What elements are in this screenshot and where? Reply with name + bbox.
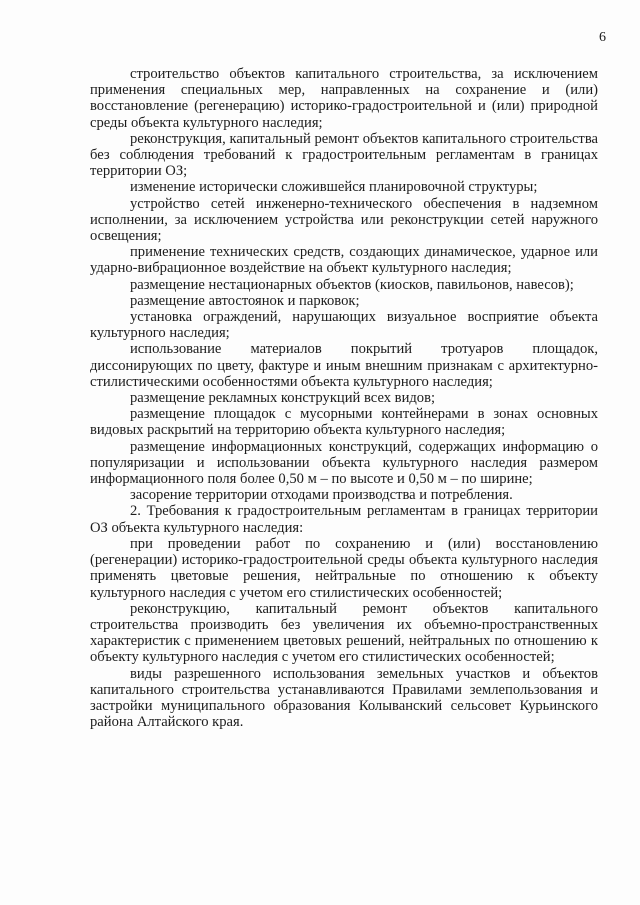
page-number: 6 [599, 30, 606, 45]
paragraph: размещение нестационарных объектов (киосков, павильонов, навесов); [130, 276, 574, 293]
paragraph: размещение площадок с мусорными контейнерами в зонах основных видовых раскрытий на территорию объекта культурного наследия; [90, 406, 598, 439]
paragraph: размещение автостоянок и парковок; [130, 292, 360, 309]
paragraph: виды разрешенного использования земельных участков и объектов капитального строительства устанавливаются Правилами землепользования и застройки муниципального образования Колыванский сельсовет Курьинского района Алтайского края. [90, 665, 598, 731]
document-body [90, 66, 598, 730]
paragraph: устройство сетей инженерно-технического обеспечения в надземном исполнении, за исключением устройства или реконструкции сетей наружного освещения; [90, 195, 598, 245]
paragraph: реконструкцию, капитальный ремонт объектов капитального строительства производить без увеличения их объемно-пространственных характеристик с применением цветовых решений, нейтральных по отношению к объекту культурного наследия с учетом его стилистических особенностей; [90, 600, 598, 666]
paragraph: размещение рекламных конструкций всех видов; [130, 390, 436, 407]
section-heading-paragraph: 2. Требования к градостроительным регламентам в границах территории ОЗ объекта культурного наследия: [90, 503, 598, 536]
paragraph: строительство объектов капитального строительства, за исключением применения специальных мер, направленных на сохранение и (или) восстановление (регенерацию) историко-градостроительной и (или) природной среды объекта культурного наследия; [90, 66, 598, 131]
paragraph: реконструкция, капитальный ремонт объектов капитального строительства без соблюдения требований к градостроительным регламентам в границах территории ОЗ; [90, 130, 598, 180]
paragraph: установка ограждений, нарушающих визуальное восприятие объекта культурного наследия; [90, 309, 598, 342]
paragraph: применение технических средств, создающих динамическое, ударное или ударно-вибрационное воздействие на объект культурного наследия; [90, 244, 598, 277]
paragraph: размещение информационных конструкций, содержащих информацию о популяризации и использовании объекта культурного наследия размером информационного поля более 0,50 м – по высоте и 0,50 м – по ширине; [90, 438, 598, 488]
paragraph: засорение территории отходами производства и потребления. [130, 487, 513, 504]
paragraph: использование материалов покрытий тротуаров площадок, диссонирующих по цвету, фактуре и иным внешним признакам с архитектурно-стилистическими особенностями объекта культурного наследия; [90, 341, 598, 390]
paragraph: при проведении работ по сохранению и (или) восстановлению (регенерации) историко-градостроительной среды объекта культурного наследия применять цветовые решения, нейтральные по отношению к объекту культурного наследия с учетом его стилистических особенностей; [90, 535, 598, 601]
paragraph: изменение исторически сложившейся планировочной структуры; [130, 179, 538, 196]
